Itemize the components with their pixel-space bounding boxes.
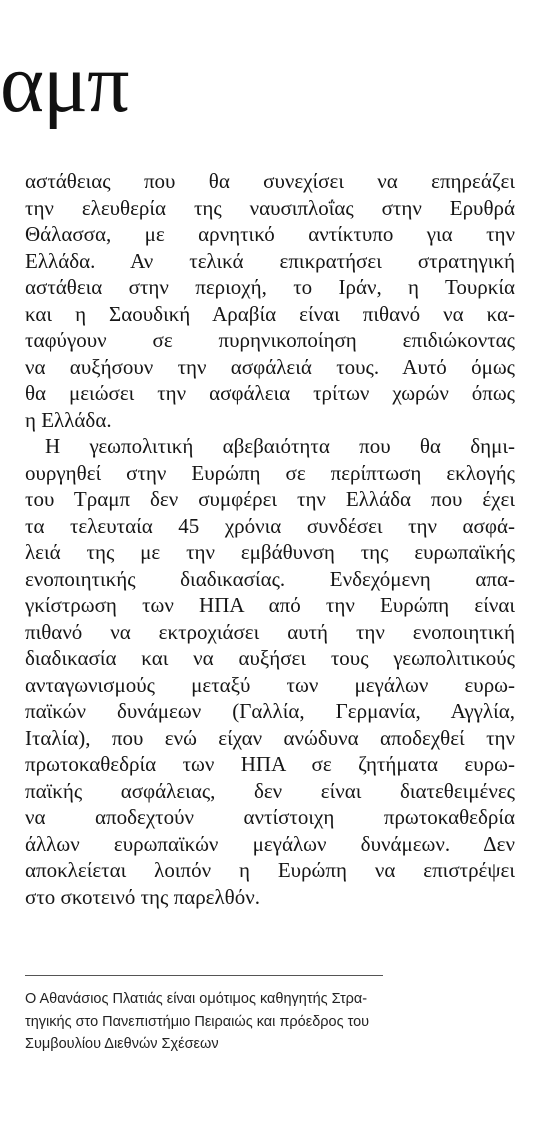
text-line: παϊκών δυνάμεων (Γαλλία, Γερμανία, Αγγλία, [25,699,515,723]
text-line: αστάθεια στην περιοχή, το Ιράν, η Τουρκία [25,275,515,299]
headline-fragment: αμπ [0,37,129,130]
text-line: Η γεωπολιτική αβεβαιότητα που θα δημι- [45,434,515,458]
text-line: διαδικασία και να αυξήσει τους γεωπολιτικούς [25,646,515,670]
article-paragraph-2 [25,433,515,910]
text-line: να αυξήσουν την ασφάλειά τους. Αυτό όμως [25,354,515,379]
text-line: να αποδεχτούν αντίστοιχη πρωτοκαθεδρία [25,805,515,829]
text-line: αστάθειας που θα συνεχίσει να επηρεάζει [25,169,515,193]
text-line: παϊκής ασφάλειας, δεν είναι διατεθειμένες [25,778,515,803]
text-line: ενοποιητικής διαδικασίας. Ενδεχόμενη απα- [25,566,515,591]
text-line: ανταγωνισμούς μεταξύ των μεγάλων ευρω- [25,672,515,697]
text-line: τα τελευταία 45 χρόνια συνδέσει την ασφά- [25,513,515,538]
text-line: αποκλείεται λοιπόν η Ευρώπη να επιστρέψει [25,858,515,882]
text-line: πρωτοκαθεδρία των ΗΠΑ σε ζητήματα ευρω- [25,752,515,776]
text-line: θα μειώσει την ασφάλεια τρίτων χωρών όπως [25,381,515,405]
text-line: και η Σαουδική Αραβία είναι πιθανό να κα- [25,301,515,326]
article-body [25,168,515,910]
text-line: γκίστρωση των ΗΠΑ από την Ευρώπη είναι [25,593,515,617]
text-line: Ιταλία), που ενώ είχαν ανώδυνα αποδεχθεί την [25,725,515,750]
footnote-line: τηγικής στο Πανεπιστήμιο Πειραιώς και πρόεδρος του [25,1013,370,1030]
text-line: πιθανό να εκτροχιάσει αυτή την ενοποιητική [25,619,515,644]
text-line: την ελευθερία της ναυσιπλοΐας στην Ερυθρά [25,195,515,220]
text-line: του Τραμπ δεν συμφέρει την Ελλάδα που έχει [25,487,515,511]
text-line: η Ελλάδα. [25,407,112,432]
text-line: Θάλασσα, με αρνητικό αντίκτυπο για την [25,222,515,246]
footnote-line: Συμβουλίου Διεθνών Σχέσεων [25,1036,219,1052]
text-line: στο σκοτεινό της παρελθόν. [25,884,260,909]
footnote-line: Ο Αθανάσιος Πλατιάς είναι ομότιμος καθηγητής Στρα- [25,991,368,1007]
footnote-divider [25,975,383,976]
text-line: άλλων ευρωπαϊκών μεγάλων δυνάμεων. Δεν [25,831,515,856]
article-paragraph-1 [25,168,515,433]
text-line: Ελλάδα. Αν τελικά επικρατήσει στρατηγική [25,248,515,273]
text-line: ταφύγουν σε πυρηνικοποίηση επιδιώκοντας [25,328,515,352]
text-line: ουργηθεί στην Ευρώπη σε περίπτωση εκλογής [25,460,515,485]
author-footnote [25,988,495,1056]
text-line: λειά της με την εμβάθυνση της ευρωπαϊκής [25,540,515,564]
